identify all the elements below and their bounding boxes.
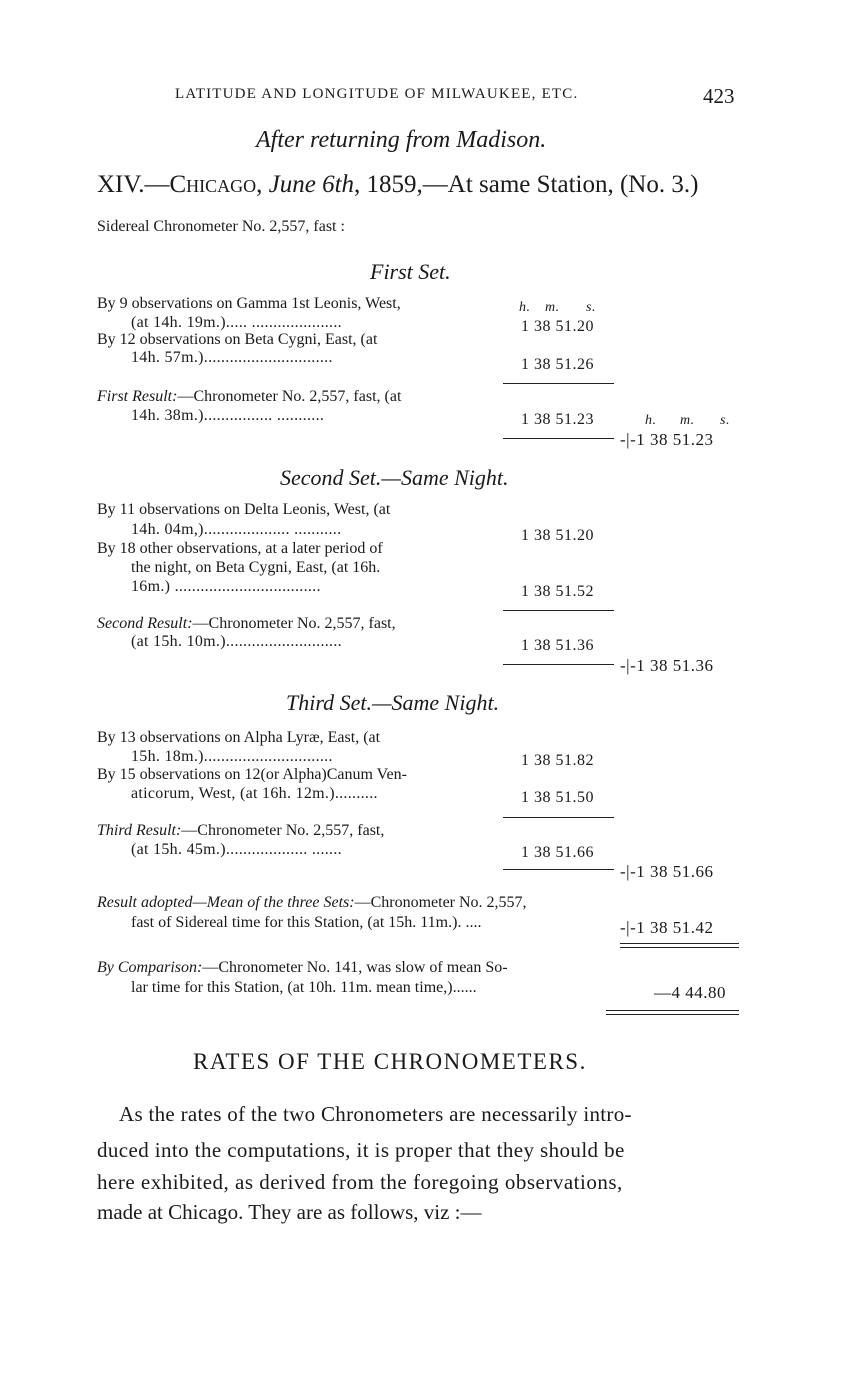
subtitle: After returning from Madison.	[256, 127, 547, 153]
first-result-text: —Chronometer No. 2,557, fast, (at	[177, 388, 402, 405]
second-result-line1	[97, 615, 396, 633]
comparison-value: —4 44.80	[654, 983, 726, 1002]
first-obs-2-line1: By 12 observations on Beta Cygni, East, (at	[97, 331, 378, 348]
second-obs-2-value: 1 38 51.52	[521, 583, 594, 600]
adopted-line1	[97, 894, 527, 912]
third-result-line1	[97, 822, 384, 840]
first-obs-2-value: 1 38 51.26	[521, 356, 594, 373]
rates-line-4: made at Chicago. They are as follows, viz :—	[97, 1200, 482, 1224]
final-units-h: h.	[645, 413, 657, 428]
first-obs-2-line2: 14h. 57m.)..............................	[131, 349, 333, 366]
third-result-text: —Chronometer No. 2,557, fast,	[181, 822, 385, 839]
third-result-value: 1 38 51.66	[521, 844, 594, 861]
third-set-title: Third Set.—Same Night.	[286, 690, 500, 715]
rates-line-3: here exhibited, as derived from the foregoing observations,	[97, 1170, 623, 1194]
adopted-text: —Chronometer No. 2,557,	[354, 894, 527, 911]
third-obs-1-value: 1 38 51.82	[521, 752, 594, 769]
adopted-value: -|-1 38 51.42	[620, 918, 714, 937]
second-obs-2-line2: the night, on Beta Cygni, East, (at 16h.	[131, 559, 381, 576]
third-result-line2: (at 15h. 45m.)................... .......	[131, 841, 342, 858]
comparison-line2: lar time for this Station, (at 10h. 11m. mean time,)......	[131, 979, 477, 996]
third-result-label: Third Result:	[97, 822, 182, 839]
station-sep: ,	[256, 171, 269, 198]
second-result-line2: (at 15h. 10m.)...........................	[131, 633, 342, 650]
rates-line-2: duced into the computations, it is proper that they should be	[97, 1138, 625, 1162]
chronometer-line: Sidereal Chronometer No. 2,557, fast :	[97, 218, 345, 235]
first-result-rule	[503, 438, 614, 439]
station-rest: , 1859,—At same Station, (No. 3.)	[354, 171, 699, 198]
third-result-rule	[503, 869, 614, 870]
second-result-label: Second Result:	[97, 615, 193, 632]
adopted-double-rule	[620, 943, 739, 948]
third-obs-2-value: 1 38 51.50	[521, 789, 594, 806]
first-set-title: First Set.	[370, 259, 451, 284]
station-heading	[97, 171, 698, 199]
first-result-line1	[97, 388, 401, 406]
third-obs-2-line1: By 15 observations on 12(or Alpha)Canum Ven-	[97, 766, 407, 783]
third-sum-rule	[503, 817, 614, 818]
station-place: Chicago	[169, 171, 257, 198]
station-prefix: XIV.—	[97, 171, 170, 198]
first-final-value: -|-1 38 51.23	[620, 430, 714, 449]
comparison-label: By Comparison:	[97, 959, 203, 976]
second-obs-1-line2: 14h. 04m,).................... ...........	[131, 521, 342, 538]
third-final-value: -|-1 38 51.66	[620, 862, 714, 881]
third-obs-1-line1: By 13 observations on Alpha Lyræ, East, (at	[97, 729, 381, 746]
second-sum-rule	[503, 610, 614, 611]
second-obs-2-line1: By 18 other observations, at a later period of	[97, 540, 383, 557]
page-number: 423	[703, 84, 735, 108]
units-h: h.	[519, 300, 531, 315]
comparison-line1	[97, 959, 508, 977]
units-m: m.	[545, 300, 560, 315]
adopted-label: Result adopted—Mean of the three Sets:	[97, 894, 355, 911]
first-result-line2: 14h. 38m.)................ ...........	[131, 407, 325, 424]
third-obs-2-line2: aticorum, West, (at 16h. 12m.)..........	[131, 785, 378, 802]
comparison-text: —Chronometer No. 141, was slow of mean So-	[202, 959, 508, 976]
second-obs-2-line3: 16m.) ..................................	[131, 578, 321, 595]
second-final-value: -|-1 38 51.36	[620, 656, 714, 675]
station-date: June 6th	[268, 171, 355, 198]
first-obs-1-line2: (at 14h. 19m.)..... .....................	[131, 314, 342, 331]
second-obs-1-line1: By 11 observations on Delta Leonis, West, (at	[97, 501, 391, 518]
second-set-title: Second Set.—Same Night.	[280, 465, 509, 490]
final-units-m: m.	[680, 413, 695, 428]
adopted-line2: fast of Sidereal time for this Station, (at 15h. 11m.). ....	[131, 914, 482, 931]
third-obs-1-line2: 15h. 18m.)..............................	[131, 748, 333, 765]
rates-heading: RATES OF THE CHRONOMETERS.	[193, 1049, 587, 1074]
first-obs-1-value: 1 38 51.20	[521, 318, 594, 335]
units-s: s.	[586, 300, 596, 315]
running-title: LATITUDE AND LONGITUDE OF MILWAUKEE, ETC.	[175, 86, 579, 102]
comparison-double-rule	[606, 1010, 739, 1015]
first-result-label: First Result:	[97, 388, 178, 405]
rates-line-1: As the rates of the two Chronometers are necessarily intro-	[119, 1102, 632, 1126]
first-sum-rule	[503, 383, 614, 384]
first-result-value: 1 38 51.23	[521, 411, 594, 428]
second-result-rule	[503, 664, 614, 665]
first-obs-1-line1: By 9 observations on Gamma 1st Leonis, West,	[97, 295, 401, 312]
second-result-value: 1 38 51.36	[521, 637, 594, 654]
second-obs-1-value: 1 38 51.20	[521, 527, 594, 544]
final-units-s: s.	[720, 413, 730, 428]
second-result-text: —Chronometer No. 2,557, fast,	[192, 615, 396, 632]
